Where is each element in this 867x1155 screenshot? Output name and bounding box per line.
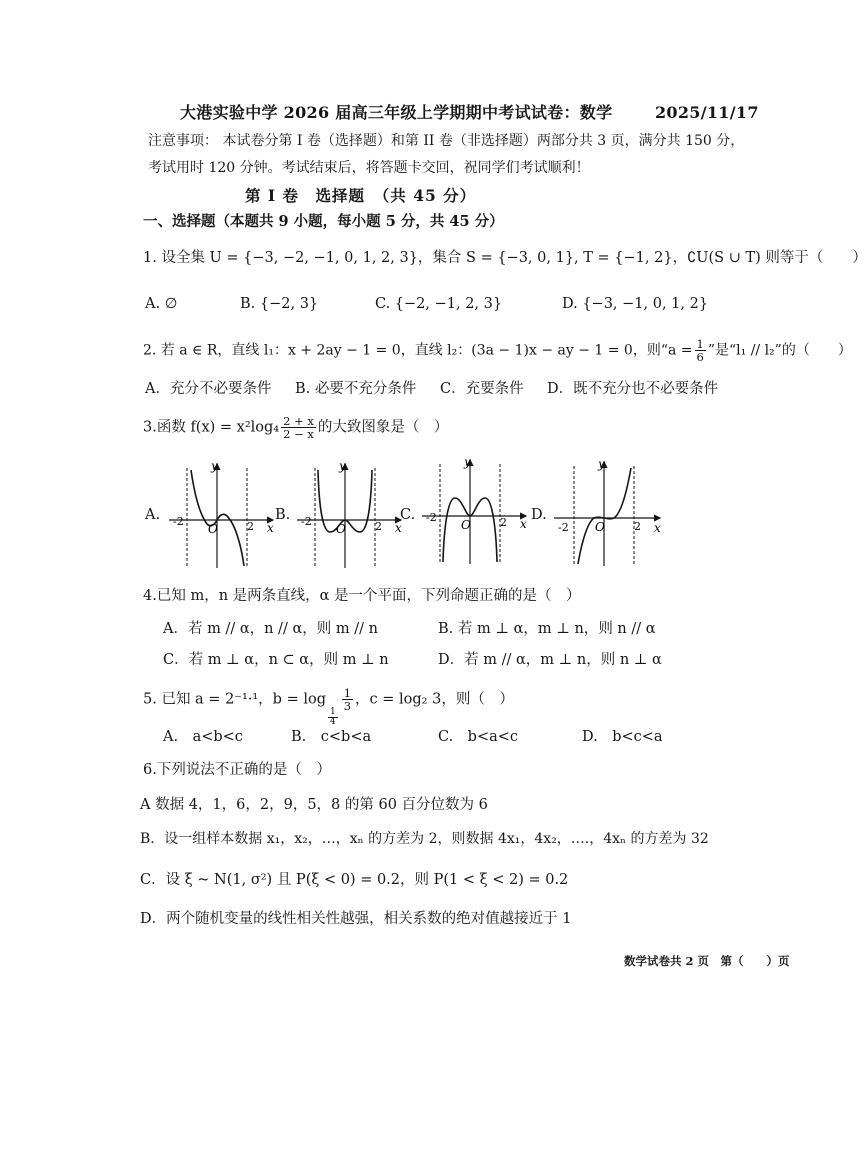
- q1-option-a: A. ∅: [145, 296, 178, 312]
- x-label: x: [654, 521, 661, 535]
- q5-stem-part-b: ，c = log₂ 3，则（ ）: [355, 691, 514, 708]
- tick-pos-2: 2: [500, 516, 507, 529]
- origin-label: O: [208, 522, 218, 536]
- q5-stem: [143, 687, 514, 727]
- q3-frac-den: 2 − x: [283, 427, 314, 441]
- q5-option-a: A. a<b<c: [163, 729, 243, 745]
- x-label: x: [520, 517, 527, 531]
- q3-graph-a: [165, 458, 277, 570]
- q5-arg-num: 1: [343, 686, 352, 700]
- q5-option-c: C. b<a<c: [438, 729, 519, 745]
- q6-stem: 6.下列说法不正确的是（ ）: [143, 762, 331, 778]
- q2-stem-part-a: 2. 若 a ∈ R，直线 l₁：x + 2ay − 1 = 0，直线 l₂：(3a − 1)x − ay − 1 = 0，则“a =: [143, 342, 693, 359]
- q5-arg-den: 3: [343, 699, 352, 713]
- q4-stem: 4.已知 m，n 是两条直线，α 是一个平面，下列命题正确的是（ ）: [143, 588, 581, 604]
- section-title: 第 I 卷 选择题 （共 45 分）: [245, 186, 477, 205]
- part-title: 一、选择题（本题共 9 小题，每小题 5 分，共 45 分）: [143, 213, 504, 230]
- notice-line-2: 考试用时 120 分钟。考试结束后，将答题卡交回，祝同学们考试顺利！: [148, 160, 590, 176]
- x-label: x: [395, 521, 402, 535]
- tick-neg-2: -2: [301, 515, 312, 528]
- q2-frac-den: 6: [696, 350, 704, 364]
- q3-label-d: D.: [531, 507, 547, 523]
- q2-stem-part-b: ”是“l₁ // l₂”的（ ）: [707, 342, 852, 359]
- q6-option-d: D．两个随机变量的线性相关性越强，相关系数的绝对值越接近于 1: [140, 911, 572, 927]
- q6-option-b: B．设一组样本数据 x₁，x₂，…，xₙ 的方差为 2，则数据 4x₁，4x₂，….，4xₙ 的方差为 32: [140, 831, 709, 847]
- y-label: y: [598, 457, 605, 471]
- tick-pos-2: 2: [634, 520, 641, 533]
- exam-date: 2025/11/17: [655, 103, 759, 122]
- y-label: y: [211, 459, 218, 473]
- q2-option-b: B. 必要不充分条件: [295, 381, 417, 397]
- q2-option-c: C．充要条件: [440, 381, 524, 397]
- tick-neg-2: -2: [426, 511, 437, 524]
- q6-option-c: C．设 ξ ~ N(1, σ²) 且 P(ξ < 0) = 0.2，则 P(1 < ξ < 2) = 0.2: [140, 872, 569, 888]
- notice-line-1: 注意事项： 本试卷分第 I 卷（选择题）和第 II 卷（非选择题）两部分共 3 页，满分共 150 分，: [148, 133, 745, 149]
- q4-option-a: A．若 m // α，n // α，则 m // n: [163, 621, 378, 637]
- q3-frac-num: 2 + x: [283, 414, 314, 428]
- q3-stem-part-b: 的大致图象是（ ）: [317, 419, 449, 436]
- q1-option-b: B. {−2, 3}: [240, 296, 319, 312]
- q3-label-c: C.: [400, 507, 416, 523]
- q4-option-b: B. 若 m ⊥ α，m ⊥ n，则 n // α: [438, 621, 656, 637]
- q3-graph-c: [418, 454, 530, 566]
- tick-pos-2: 2: [375, 520, 382, 533]
- q5-log-base: [328, 708, 338, 727]
- q6-option-a: A 数据 4，1，6，2，9，5，8 的第 60 百分位数为 6: [140, 797, 488, 813]
- tick-neg-2: -2: [173, 515, 184, 528]
- y-label: y: [339, 459, 346, 473]
- q5-option-b: B. c<b<a: [291, 729, 372, 745]
- q5-option-d: D. b<c<a: [582, 729, 663, 745]
- q5-base-num: 1: [329, 706, 336, 717]
- tick-pos-2: 2: [247, 520, 254, 533]
- q3-label-a: A.: [145, 507, 161, 523]
- origin-label: O: [595, 520, 605, 534]
- q3-label-b: B.: [275, 507, 291, 523]
- q4-option-c: C．若 m ⊥ α，n ⊂ α，则 m ⊥ n: [163, 652, 389, 668]
- q4-option-d: D．若 m // α，m ⊥ n，则 n ⊥ α: [438, 652, 662, 668]
- q3-stem: [143, 415, 448, 440]
- q2-fraction: [695, 338, 706, 363]
- q5-base-den: 4: [329, 716, 336, 727]
- q2-stem: [143, 338, 852, 363]
- q2-option-d: D．既不充分也不必要条件: [547, 381, 719, 397]
- q1-stem: 1. 设全集 U = {−3, −2, −1, 0, 1, 2, 3}，集合 S = {−3, 0, 1}, T = {−1, 2}，∁U(S ∪ T) 则等于（ ）: [143, 250, 867, 266]
- q2-option-a: A．充分不必要条件: [145, 381, 272, 397]
- y-label: y: [464, 455, 471, 469]
- q1-option-c: C. {−2, −1, 2, 3}: [375, 296, 503, 312]
- q5-stem-part-a: 5. 已知 a = 2⁻¹·¹，b = log: [143, 691, 326, 708]
- q3-graph-d: [550, 456, 664, 568]
- q5-log-arg: [342, 687, 353, 712]
- origin-label: O: [461, 518, 471, 532]
- q3-fraction: [281, 415, 316, 440]
- q3-graph-b: [293, 458, 405, 570]
- q2-frac-num: 1: [696, 337, 704, 351]
- q3-stem-part-a: 3.函数 f(x) = x²log₄: [143, 419, 280, 436]
- x-label: x: [267, 521, 274, 535]
- origin-label: O: [336, 522, 346, 536]
- tick-neg-2: -2: [558, 521, 569, 534]
- page-footer: 数学试卷共 2 页 第（ ）页: [624, 954, 790, 968]
- exam-title: 大港实验中学 2026 届高三年级上学期期中考试试卷：数学: [180, 103, 613, 122]
- q1-option-d: D. {−3, −1, 0, 1, 2}: [562, 296, 709, 312]
